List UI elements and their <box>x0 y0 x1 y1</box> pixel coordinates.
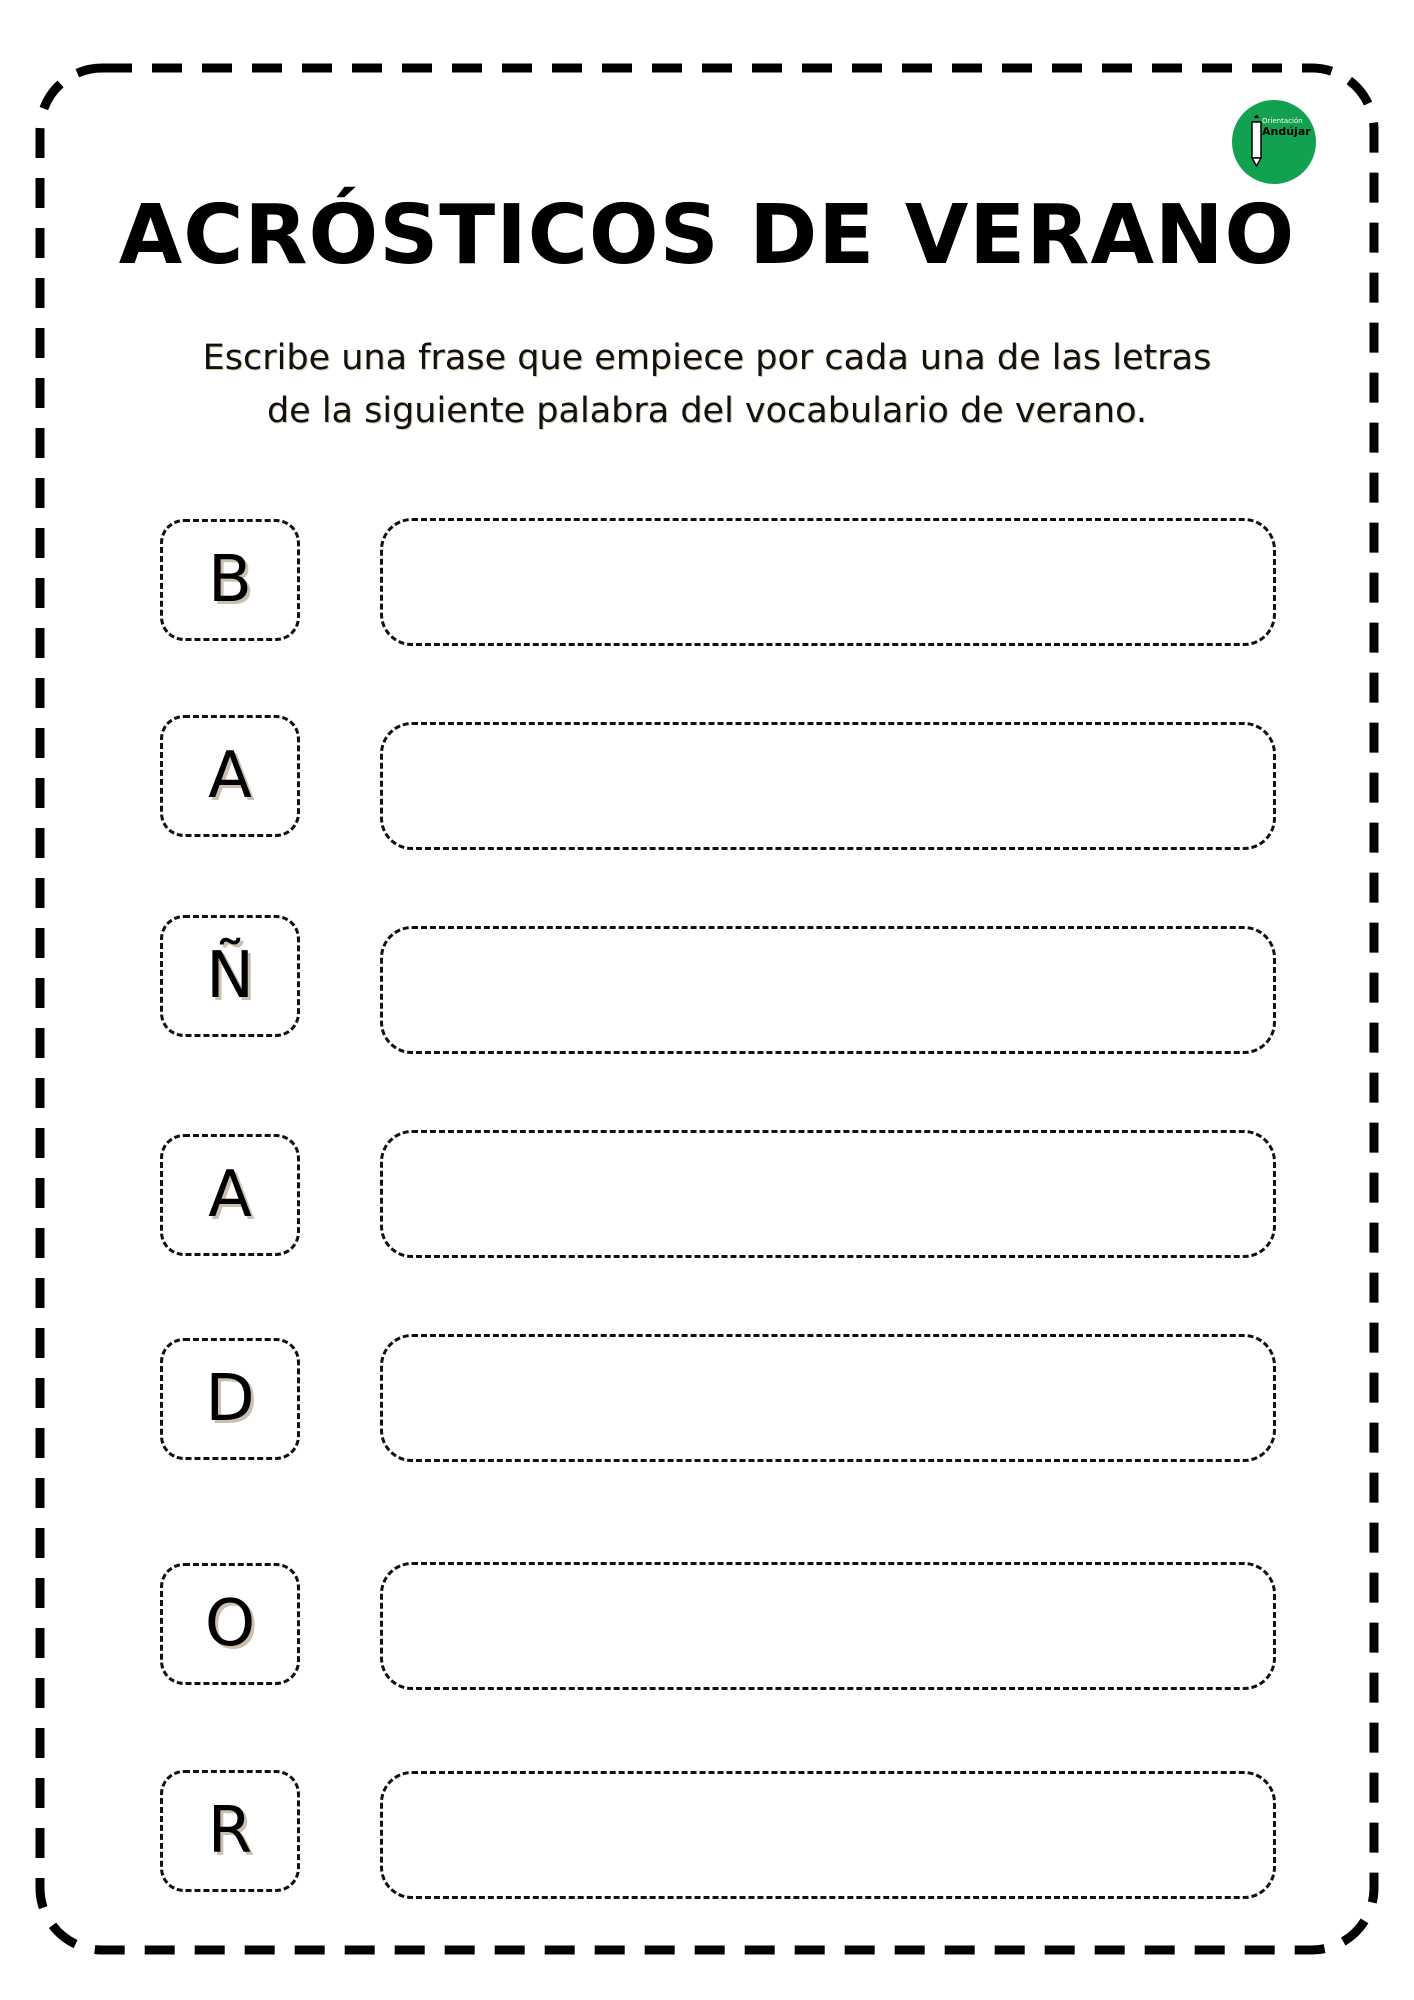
answer-field-7[interactable] <box>380 1771 1276 1899</box>
letter-box-7: R <box>160 1770 300 1892</box>
logo-main-text: Andújar <box>1262 125 1311 138</box>
instructions <box>120 332 1294 438</box>
logo-small-text: Orientación <box>1262 117 1303 125</box>
letter-box-3: Ñ <box>160 915 300 1037</box>
answer-field-2[interactable] <box>380 722 1276 850</box>
letter-box-4: A <box>160 1134 300 1256</box>
orientacion-andujar-logo <box>1232 100 1316 184</box>
instructions-line-1: Escribe una frase que empiece por cada una de las letras <box>202 338 1212 378</box>
answer-field-4[interactable] <box>380 1130 1276 1258</box>
answer-field-1[interactable] <box>380 518 1276 646</box>
letter-box-5: D <box>160 1338 300 1460</box>
answer-field-6[interactable] <box>380 1562 1276 1690</box>
letter-box-1: B <box>160 519 300 641</box>
answer-field-3[interactable] <box>380 926 1276 1054</box>
pencil-icon <box>1232 100 1316 184</box>
letter-box-2: A <box>160 715 300 837</box>
instructions-line-2: de la siguiente palabra del vocabulario de verano. <box>266 391 1148 431</box>
answer-field-5[interactable] <box>380 1334 1276 1462</box>
page-title: ACRÓSTICOS DE VERANO <box>118 188 1296 283</box>
letter-box-6: O <box>160 1563 300 1685</box>
